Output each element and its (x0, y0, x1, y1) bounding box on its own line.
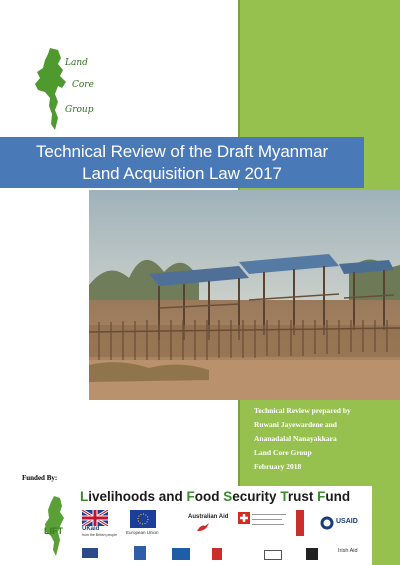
construction-site-image (89, 190, 400, 400)
ireland-emblem-icon (296, 510, 304, 536)
swiss-text-line (252, 524, 284, 525)
eu-label: European Union (126, 530, 159, 535)
ukaid-sub-label: from the British people (82, 533, 118, 537)
eu-flag-icon (130, 510, 156, 528)
aid-emblem-icon (172, 548, 190, 560)
title-line-1: Technical Review of the Draft Myanmar (35, 142, 329, 161)
irish-aid-label: Irish Aid (338, 548, 358, 554)
swiss-text-line (252, 519, 282, 520)
lift-funding-box (38, 486, 372, 565)
cover-photograph (89, 190, 400, 400)
logo-word-land: Land (65, 58, 88, 68)
credits-date: February 2018 (254, 462, 302, 471)
usaid-label: USAID (336, 518, 358, 525)
lift-logo (42, 494, 72, 558)
netherlands-emblem-icon (82, 548, 98, 558)
swiss-cross-icon (238, 512, 250, 524)
funded-by-label: Funded By: (22, 474, 58, 482)
logo-word-group: Group (65, 105, 94, 115)
logo-word-core: Core (72, 80, 94, 90)
ukaid-label: UKaid (82, 526, 100, 532)
mekong-emblem-icon (264, 550, 282, 560)
credits-prepared-by: Technical Review prepared by (254, 406, 351, 415)
new-zealand-emblem-icon (306, 548, 318, 560)
uk-flag-icon (82, 510, 108, 526)
credits-organisation: Land Core Group (254, 448, 312, 457)
title-line-2: Land Acquisition Law 2017 (82, 164, 282, 183)
land-core-group-logo (28, 44, 118, 134)
usaid-seal-icon (320, 516, 334, 530)
report-credits (254, 404, 394, 474)
sweden-emblem-icon (134, 546, 146, 560)
australian-aid-label: Australian Aid (188, 514, 229, 520)
credits-author-2: Ananadalal Nanayakkara (254, 434, 337, 443)
svg-text:LIFT: LIFT (44, 526, 63, 536)
luxembourg-emblem-icon (212, 548, 222, 560)
kangaroo-icon (196, 522, 210, 532)
lift-map-icon (42, 494, 72, 558)
swiss-text-line (252, 514, 286, 515)
document-title (6, 141, 358, 185)
credits-author-1: Ruwani Jayewardene and (254, 420, 337, 429)
lift-fund-title: Livelihoods and Food Security Trust Fund (80, 489, 351, 504)
